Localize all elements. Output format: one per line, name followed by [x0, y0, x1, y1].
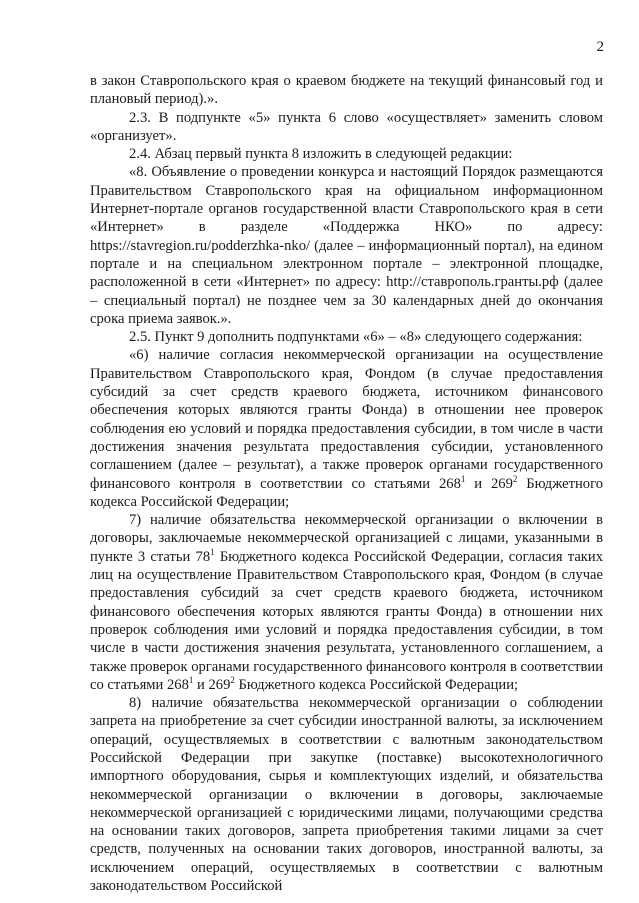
- document-body: [90, 72, 603, 895]
- paragraph-2-3: 2.3. В подпункте «5» пункта 6 слово «осуществляет» заменить словом «организует».: [90, 109, 603, 144]
- paragraph-subpoint-6: «6) наличие согласия некоммерческой организации на осуществление Правительством Ставропольского края, Фондом (в случае предоставления субсидий за счет средств краевого бюджета, источником финансового обеспечения которых являются гранты Фонда) в отношении нее проверок соблюдения ею условий и порядка предоставления субсидии, в том числе в части достижения значения результата предоставления субсидии, установленного соглашением (далее – результат), а также проверок органами государственного финансового контроля в соответствии со статьями $268^1$ и $269^2$ Бюджетного кодекса Российской Федерации;: [90, 347, 604, 510]
- paragraph-2-4: 2.4. Абзац первый пункта 8 изложить в следующей редакции:: [129, 146, 513, 163]
- paragraph-2-5: 2.5. Пункт 9 дополнить подпунктами «6» – «8» следующего содержания:: [129, 329, 583, 346]
- paragraph-point-8: «8. Объявление о проведении конкурса и настоящий Порядок размещаются Правительством Ставропольского края на официальном информационном Интернет-портале органов государственной власти Ставропольского края в сети «Интернет» в разделе «Поддержка НКО» по адресу: https://stavregion.ru/podderzhka-nko/ (далее – информационный портал), на едином портале и на специальном электронном портале – электронной площадке, расположенной в сети «Интернет» по адресу: http://ставрополь.гранты.рф (далее – специальный портал) не позднее чем за 30 календарных дней до окончания срока приема заявок.».: [90, 164, 603, 327]
- paragraph-continuation: в закон Ставропольского края о краевом бюджете на текущий финансовый год и плановый период).».: [90, 73, 603, 108]
- paragraph-subpoint-8: 8) наличие обязательства некоммерческой организации о соблюдении запрета на приобретение за счет субсидии иностранной валюты, за исключением операций, осуществляемых в соответствии с валютным законодательством Российской Федерации при закупке (поставке) высокотехнологичного импортного оборудования, сырья и комплектующих изделий, и обязательства некоммерческой организации о включении в договоры, заключаемые некоммерческой организацией с юридическими лицами, получающими средства на основании таких договоров, запрета приобретения такими лицами за счет средств, полученных на основании таких договоров, иностранной валюты, за исключением операций, осуществляемых в соответствии с валютным законодательством Российской: [90, 695, 603, 895]
- paragraph-subpoint-7: 7) наличие обязательства некоммерческой организации о включении в договоры, заключаемые некоммерческой организацией с лицами, указанными в пункте 3 статьи $78^1$ Бюджетного кодекса Российской Федерации, согласия таких лиц на осуществление Правительством Ставропольского края, Фондом (в случае предоставления субсидий за счет средств краевого бюджета, источником финансового обеспечения которых являются гранты Фонда) в отношении них проверок соблюдения ими условий и порядка предоставления субсидии, в том числе в части достижения значения результата, установленного соглашением, а также проверок органами государственного финансового контроля в соответствии со статьями $268^1$ и $269^2$ Бюджетного кодекса Российской Федерации;: [90, 512, 604, 693]
- page-number: 2: [596, 39, 604, 55]
